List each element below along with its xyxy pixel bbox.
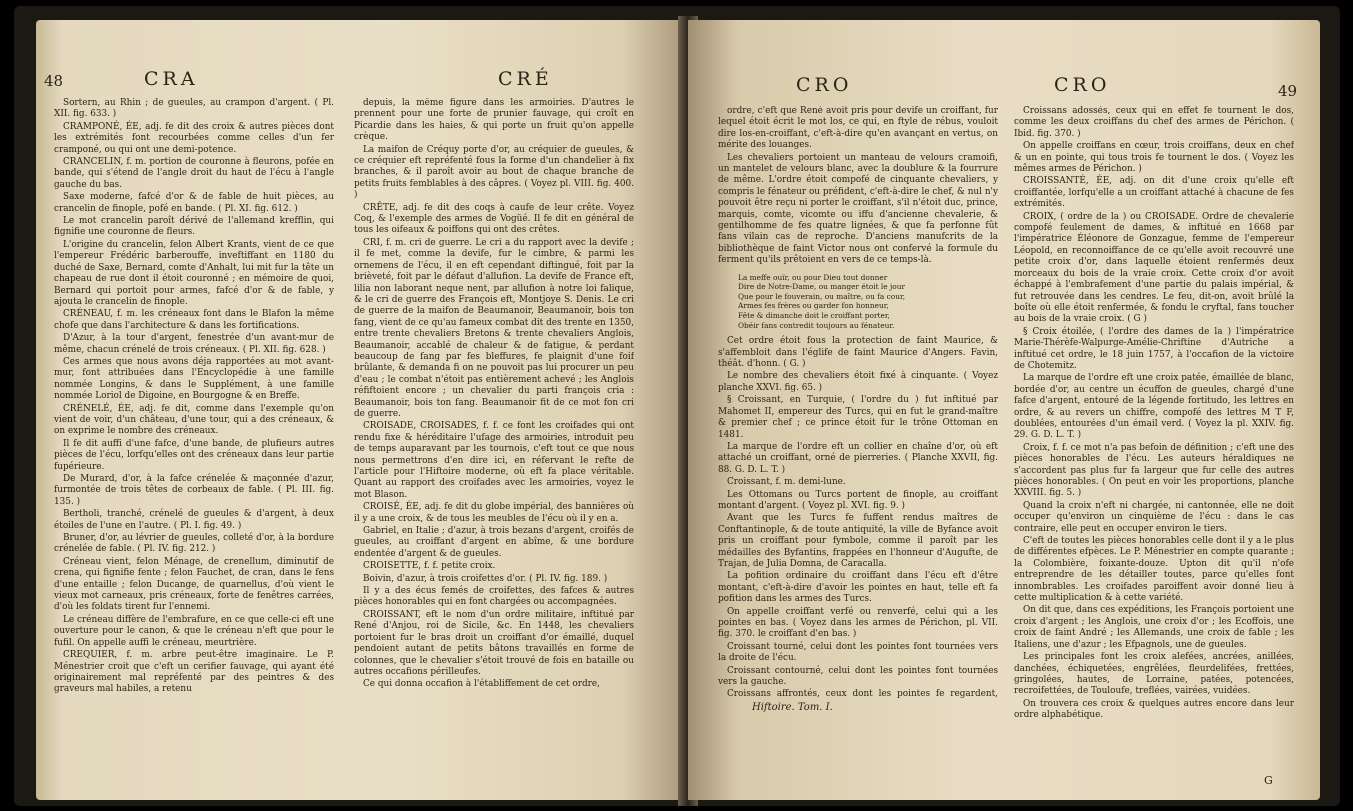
paragraph: Le créneau diffère de l'embrafure, en ce que celle-ci eft une ouverture pour le canon, & que le créneau n'eft que pour le fufil. On appelle auffi le créneau, meurtrière. [54, 614, 334, 648]
paragraph: Gabriel, en Italie ; d'azur, à trois bezans d'argent, croifés de gueules, au croiffant d'argent en abîme, & une bordure endentée d'argent & de gueules. [354, 526, 634, 559]
page-number: 48 [44, 72, 64, 90]
paragraph: depuis, la même figure dans les armoiries. D'autres le prennent pour une forte de prunier fauvage, qui croît en Picardie dans les haies, & qui porte un fruit qu'on appelle crèque. [354, 98, 634, 143]
text-column [354, 98, 634, 788]
paragraph: CROISSANT, eft le nom d'un ordre militaire, inftitué par René d'Anjou, roi de Sicile, &c. En 1448, les chevaliers portoient fur le bras droit un croiffant d'or émaillé, duquel pendoient autant de petits bâtons travaillés en forme de colonnes, que le chevalier s'étoit trouvé de fois en bataille ou autres occafions périlleufes. [354, 609, 634, 677]
verse-line: Fête & dimanche doit le croiffant porter, [738, 311, 890, 321]
paragraph: CRI, f. m. cri de guerre. Le cri a du rapport avec la devife ; il fe met, comme la devife, fur le cimbre, & parmi les ornemens de l'écu, il en eft cependant diftingué, foit par la brièveté, foit par le défaut d'allufion. La devife de France eft, lilia non laborant neque nent, par allufion à notre loi falique, & le cri de guerre des François eft, Montjoye S. Denis. Le cri de guerre de la maifon de Beaumanoir, Beaumanoir, bois ton fang, vient de ce qu'au fameux combat dit des trente en 1350, entre trente chevaliers Bretons & trente chevaliers Anglois, Beaumanoir, accablé de chaleur & de fatigue, & perdant beaucoup de fang par fes bleffures, fe plaignit d'une foif brûlante, & demanda fi on ne pouvoit pas lui procurer un peu d'eau ; le combat n'étoit pas entièrement achevé ; les Anglois réfiftoient encore ; un chevalier du parti françois cria : Beaumanoir, bois ton fang. Beaumanoir fit de ce mot fon cri de guerre. [354, 237, 634, 419]
paragraph: Croissans affrontés, ceux dont les pointes fe regardent, [727, 689, 998, 698]
paragraph: Croix, f. f. ce mot n'a pas befoin de définition ; c'eft une des pièces honorables de l'écu. Les auteurs héraldiques ne s'accordent pas plus fur fa largeur que fur celle des autres pièces honorables. ( On peut en voir les proportions, planche XXVIII. fig. 5. ) [1014, 442, 1294, 499]
paragraph: On dit que, dans ces expéditions, les François portoient une croix d'argent ; les Anglois, une croix d'or ; les Ecoffois, une croix de faint André ; les Allemands, une croix de fable ; les Italiens, une d'azur ; les Efpagnols, une de gueules. [1014, 605, 1294, 650]
verse-line: Obéir fans contredit toujours au fénateur. [738, 320, 895, 330]
verse-line: La meffe ouïr, ou pour Dieu tout donner [738, 272, 888, 282]
paragraph: Cet ordre étoit fous la protection de faint Maurice, & s'affembloit dans l'églife de faint Maurice d'Angers. Favin, théât. d'honn. ( G. ) [718, 336, 998, 370]
paragraph: On appelle croiffans en cœur, trois croiffans, deux en chef & un en pointe, qui tous trois fe tournent le dos. ( Voyez les mêmes armes de Périchon. ) [1014, 141, 1294, 175]
paragraph: Il y a des écus femés de croifettes, des fafces & autres pièces honorables qui en font chargées ou accompagnées. [354, 586, 634, 608]
paragraph: CROIX, ( ordre de la ) ou CROISADE. Ordre de chevalerie compofé feulement de dames, & inftitué en 1668 par l'impératrice Éléonore de Gonzague, femme de l'empereur Léopold, en reconnoiffance de ce qu'elle avoit recouvré une petite croix d'or, dans laquelle étoient renfermés deux morceaux du bois de la vraie croix. Cette croix d'or avoit échappé à l'embrafement d'une partie du palais impérial, & fut retrouvée dans les cendres. Le feu, dit-on, avoit brûlé la boîte où elle étoit renfermée, & fondu le cryftal, fans toucher au bois de la vraie croix. ( G ) [1014, 211, 1294, 325]
paragraph: On appelle croiffant verfé ou renverfé, celui qui a les pointes en bas. ( Voyez dans les armes de Périchon, pl. VII. fig. 370. le croiffant d'en bas. ) [718, 606, 998, 640]
volume-footer: Hiftoire. Tom. I. [752, 702, 833, 713]
text-column [1014, 106, 1294, 786]
paragraph: Le mot crancelin paroît dérivé de l'allemand krefflin, qui fignifie une couronne de fleurs. [54, 216, 334, 238]
paragraph: Ce qui donna occafion à l'établiffement de cet ordre, [363, 679, 600, 690]
paragraph: CRÊTE, adj. fe dit des coqs à caufe de leur crête. Voyez Coq, & l'exemple des armes de Vogüé. Il fe dit en général de tous les oifeaux & poiffons qui ont des crêtes. [354, 202, 634, 236]
running-head: CRO [1054, 74, 1111, 96]
book-spread [14, 6, 1340, 806]
paragraph: CRANCELIN, f. m. portion de couronne à fleurons, pofée en bande, qui s'étend de l'angle droit du haut de l'écu à l'angle gauche du bas. [54, 157, 334, 190]
paragraph: Les principales font les croix alefées, ancrées, anillées, danchées, échiquetées, engrêlées, fleurdelifées, frettées, gringolées, hautes, de Lorraine, patées, potencées, recroifettées, de Touloufe, treflées, vairées, vuidées. [1014, 652, 1294, 697]
paragraph: La pofition ordinaire du croiffant dans l'écu eft d'être montant, c'eft-à-dire d'avoir les pointes en haut, telle eft fa pofition dans les armes des Turcs. [718, 571, 998, 605]
paragraph: Croissant, f. m. demi-lune. [727, 477, 846, 488]
paragraph: Croissant contourné, celui dont les pointes font tournées vers la gauche. [718, 665, 998, 688]
paragraph: CROISSANTÉ, ÉE, adj. on dit d'une croix qu'elle eft croiffantée, lorfqu'elle a un croiffant attaché à chacune de fes extrémités. [1014, 176, 1294, 210]
text-column [54, 98, 334, 788]
signature-mark: G [1264, 774, 1273, 787]
paragraph: La marque de l'ordre eft une croix patée, émaillée de blanc, bordée d'or, au centre un écuffon de gueules, chargé d'une fafce d'argent, entouré de la légende fortitudo, les lettres en ordre, & au revers un chiffre, compofé des lettres M T F, doublées, entourées d'un émail verd. ( Voyez la pl. XXIV. fig. 29. G. D. L. T. ) [1014, 373, 1294, 441]
paragraph: Avant que les Turcs fe fuffent rendus maîtres de Conftantinople, & de toute antiquité, la ville de Byfance avoit pris un croiffant pour fymbole, comme il paroît par les médailles des Byfantins, frappées en l'honneur d'Augufte, de Trajan, de Julia Domna, de Caracalla. [718, 513, 998, 569]
paragraph: Il fe dit auffi d'une fafce, d'une bande, de plufieurs autres pièces de l'écu, lorfqu'elles ont des créneaux dans leur partie fupérieure. [54, 438, 334, 472]
paragraph: Quand la croix n'eft ni chargée, ni cantonnée, elle ne doit occuper qu'environ un cinquième de l'écu : dans le cas contraire, elle peut en occuper environ le tiers. [1014, 500, 1294, 534]
left-page [36, 20, 686, 800]
oath-verse [738, 273, 986, 331]
paragraph: On trouvera ces croix & quelques autres encore dans leur ordre alphabétique. [1014, 698, 1294, 721]
paragraph: CROISETTE, f. f. petite croix. [363, 561, 496, 572]
paragraph: L'origine du crancelin, felon Albert Krants, vient de ce que l'empereur Frédéric barberouffe, inveftiffant en 1180 du duché de Saxe, Bernard, comte d'Anhalt, lui mit fur la tête un chapeau de rue dont il étoit couronné ; en mémoire de quoi, Bernard qui portoit pour armes, fafcé d'or & de fable, y ajouta le crancelin de finople. [54, 239, 334, 307]
paragraph: CRAMPONÉ, ÉE, adj. fe dit des croix & autres pièces dont les extrémités font recourbées comme celles d'un fer cramponé, ou qui ont une demi-potence. [54, 121, 334, 155]
paragraph: Ces armes que nous avons déja rapportées au mot avant-mur, font attribuées dans l'Encyclopédie à une famille nommée Longins, & dans le Supplément, à une famille nommée Loriol de Digoine, en Bourgogne & en Breffe. [54, 356, 334, 402]
verse-line: Que pour le fouverain, ou maître, ou fa cour, [738, 291, 906, 301]
paragraph: Sortern, au Rhin ; de gueules, au crampon d'argent. ( Pl. XII. fig. 633. ) [54, 98, 334, 120]
paragraph: Bertholi, tranché, crénelé de gueules & d'argent, à deux étoiles de l'une en l'autre. ( Pl. I. fig. 49. ) [54, 509, 334, 531]
paragraph: Les Ottomans ou Turcs portent de finople, au croiffant montant d'argent. ( Voyez pl. XVI. fig. 9. ) [718, 489, 998, 511]
paragraph: Bruner, d'or, au lévrier de gueules, colleté d'or, à la bordure crénelée de fable. ( Pl. IV. fig. 212. ) [54, 533, 334, 555]
running-head: CRÉ [498, 68, 553, 90]
paragraph: § Croissant, en Turquie, ( l'ordre du ) fut inftitué par Mahomet II, empereur des Turcs, qui en fut le grand-maître & premier chef ; ce prince étoit fur le trône Ottoman en 1481. [718, 395, 998, 440]
paragraph: Croissans adossés, ceux qui en effet fe tournent le dos, comme les deux croiffans du chef des armes de Périchon. ( Ibid. fig. 370. ) [1014, 106, 1294, 139]
text-column [718, 106, 998, 698]
paragraph: C'eft de toutes les pièces honorables celle dont il y a le plus de différentes efpèces. Le P. Ménestrier en compte quarante ; la Colombière, foixante-douze. Upton dit qu'il n'ofe entreprendre de les détailler toutes, parce qu'elles font innombrables. Les croifades paroiffent avoir donné lieu à cette multiplication & à cette variété. [1014, 536, 1294, 604]
paragraph: La maifon de Créquy porte d'or, au créquier de gueules, & ce créquier eft repréfenté fous la forme d'un chandelier à fix branches, & il paroît avoir au bout de chaque branche de petits fruits femblables à des câpres. ( Voyez pl. VIII. fig. 400. ) [354, 144, 634, 201]
running-head: CRO [796, 74, 853, 96]
paragraph: CROISADE, CROISADES, f. f. ce font les croifades qui ont rendu fixe & héréditaire l'ufage des armoiries, introduit peu de temps auparavant par les tournois, c'eft tout ce que nous nous permettrons d'en dire ici, en réfervant le refte de l'article pour l'Hiftoire moderne, où eft fa place véritable. Quant au rapport des croifades avec les armoiries, voyez le mot Blason. [354, 421, 634, 500]
paragraph: Créneau vient, felon Ménage, de crenellum, diminutif de crena, qui fignifie fente ; felon Fauchet, de cran, dans le fens d'une entaille ; felon Ducange, de quarnellus, d'où vient le vieux mot carneaux, pris créneaux, forte de fenêtres carrées, d'où les foldats tirent fur l'ennemi. [54, 556, 334, 613]
paragraph: CRÉNELÉ, ÉE, adj. fe dit, comme dans l'exemple qu'on vient de voir, d'un château, d'une tour, qui a des créneaux, & on exprime le nombre des créneaux. [54, 403, 334, 437]
paragraph: Boivin, d'azur, à trois croifettes d'or. ( Pl. IV. fig. 189. ) [363, 573, 608, 584]
paragraph: CRÉNEAU, f. m. les créneaux font dans le Blafon la même chofe que dans l'architecture & dans les fortifications. [54, 309, 334, 331]
paragraph: La marque de l'ordre eft un collier en chaîne d'or, où eft attaché un croiffant, orné de pierreries. ( Planche XXVII, fig. 88. G. D. L. T. ) [718, 441, 998, 475]
paragraph: § Croix étoilée, ( l'ordre des dames de la ) l'impératrice Marie-Thérèfe-Walpurge-Amélie-Chriftine d'Autriche a inftitué cet ordre, le 18 juin 1757, à l'occafion de la victoire de Chotemitz. [1014, 326, 1294, 371]
paragraph: Saxe moderne, fafcé d'or & de fable de huit pièces, au crancelin de finople, pofé en bande. ( Pl. XI. fig. 612. ) [54, 192, 334, 214]
verse-line: Armes fes frères ou garder fon honneur, [738, 301, 889, 311]
paragraph: CREQUIER, f. m. arbre peut-être imaginaire. Le P. Ménestrier croit que c'eft un cerifier fauvage, qui ayant été originairement mal repréfenté par des peintres & des graveurs mal habiles, a retenu [54, 650, 334, 695]
paragraph: CROISÉ, ÉE, adj. fe dit du globe impérial, des bannières où il y a une croix, & de tous les meubles de l'écu où il y en a. [354, 502, 634, 524]
running-head: CRA [144, 68, 199, 90]
paragraph: ordre, c'eft que René avoit pris pour devife un croiffant, fur lequel étoit écrit le mot los, ce qui, en ftyle de rébus, vouloit dire los-en-croiffant, c'eft-à-dire qu'en avançant en vertus, on mérite des louanges. [718, 106, 998, 151]
paragraph: Les chevaliers portoient un manteau de velours cramoifi, un mantelet de velours blanc, avec la doublure & la fourrure de même. L'ordre étoit compofé de cinquante chevaliers, y compris le fénateur ou préfident, c'eft-à-dire le chef, & nul n'y pouvoit être reçu ni porter le croiffant, s'il n'étoit duc, prince, marquis, comte, vicomte ou iffu d'ancienne chevalerie, & gentilhomme de fes quatre lignées, & que fa perfonne fût fans vilain cas de reproche. D'anciens manufcrits de la bibliothèque de faint Victor nous ont confervé la formule du ferment qu'ils prêtoient en vers de ce temps-là. [718, 152, 998, 266]
paragraph: Croissant tourné, celui dont les pointes font tournées vers la droite de l'écu. [718, 641, 998, 664]
verse-line: Dire de Notre-Dame, ou manger étoit le jour [738, 282, 906, 292]
paragraph: Le nombre des chevaliers étoit fixé à cinquante. ( Voyez planche XXVI. fig. 65. ) [718, 371, 998, 393]
paragraph: De Murard, d'or, à la fafce crénelée & maçonnée d'azur, furmontée de trois têtes de corbeaux de fable. ( Pl. III. fig. 135. ) [54, 474, 334, 507]
page-number: 49 [1278, 82, 1298, 100]
paragraph: D'Azur, à la tour d'argent, fenestrée d'un avant-mur de même, chacun crénelé de trois créneaux. ( Pl. XII. fig. 628. ) [54, 333, 334, 355]
right-page [688, 20, 1320, 800]
